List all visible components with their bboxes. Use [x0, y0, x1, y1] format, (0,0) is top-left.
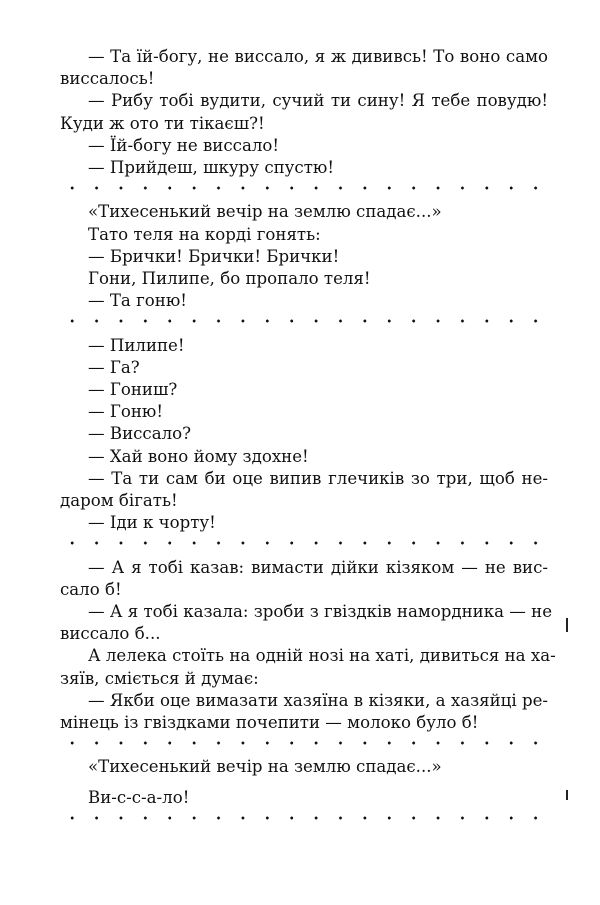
page-text: [60, 46, 556, 831]
text-line: — Іди к чорту!: [88, 513, 216, 533]
text-line: — А я тобі казала: зроби з гвіздків намордника — не: [88, 602, 553, 622]
text-line: — Гоню!: [88, 402, 164, 422]
separator-dots: [60, 541, 548, 545]
dotted-separator: [60, 534, 548, 556]
blank-gap: [60, 779, 548, 787]
text-line: Тато теля на корді гонять:: [88, 224, 321, 244]
text-line: — Гониш?: [88, 380, 178, 400]
text-line: виссало б...: [60, 624, 161, 644]
text-line: — Та ти сам би оце випив глечиків зо три, щоб не-: [88, 468, 548, 488]
separator-dots: [60, 741, 548, 745]
text-line: — Прийдеш, шкуру спустю!: [88, 158, 335, 178]
scan-edge-mark-2: [566, 790, 568, 800]
text-line: даром бігать!: [60, 491, 178, 511]
text-line: — Пилипе!: [88, 335, 185, 355]
dotted-separator: [60, 179, 548, 201]
text-line: Ви-с-с-а-ло!: [88, 787, 190, 807]
text-line: — Якби оце вимазати хазяїна в кізяки, а хазяйці ре-: [88, 690, 548, 710]
dotted-separator: [60, 734, 548, 756]
text-line: Куди ж ото ти тікаєш?!: [60, 113, 265, 133]
text-line: Гони, Пилипе, бо пропало теля!: [88, 269, 371, 289]
text-line: мінець із гвіздками почепити — молоко було б!: [60, 713, 479, 733]
text-line: — Їй-богу не виссало!: [88, 135, 280, 155]
text-line: — Та їй-богу, не виссало, я ж дививсь! То воно само: [88, 47, 548, 66]
text-line: — Рибу тобі вудити, сучий ти сину! Я тебе повудю!: [88, 91, 548, 111]
text-line: — А я тобі казав: вимасти дійки кізяком — не вис-: [88, 557, 548, 577]
text-line: — Хай воно йому здохне!: [88, 446, 309, 466]
text-line: — Та гоню!: [88, 291, 187, 311]
text-line: А лелека стоїть на одній нозі на хаті, дивиться на ха-: [88, 646, 556, 666]
dotted-separator: [60, 809, 548, 831]
separator-dots: [60, 319, 548, 323]
text-line: — Брички! Брички! Брички!: [88, 246, 340, 266]
text-line: «Тихесенький вечір на землю спадає...»: [88, 757, 442, 777]
text-line: сало б!: [60, 579, 122, 599]
text-line: — Виссало?: [88, 424, 192, 444]
text-line: виссалось!: [60, 69, 155, 89]
dotted-separator: [60, 312, 548, 334]
scan-edge-mark-1: [566, 618, 568, 632]
text-line: «Тихесенький вечір на землю спадає...»: [88, 202, 442, 222]
text-line: зяїв, сміється й думає:: [60, 668, 259, 688]
text-line: — Га?: [88, 357, 140, 377]
separator-dots: [60, 816, 548, 820]
separator-dots: [60, 186, 548, 190]
